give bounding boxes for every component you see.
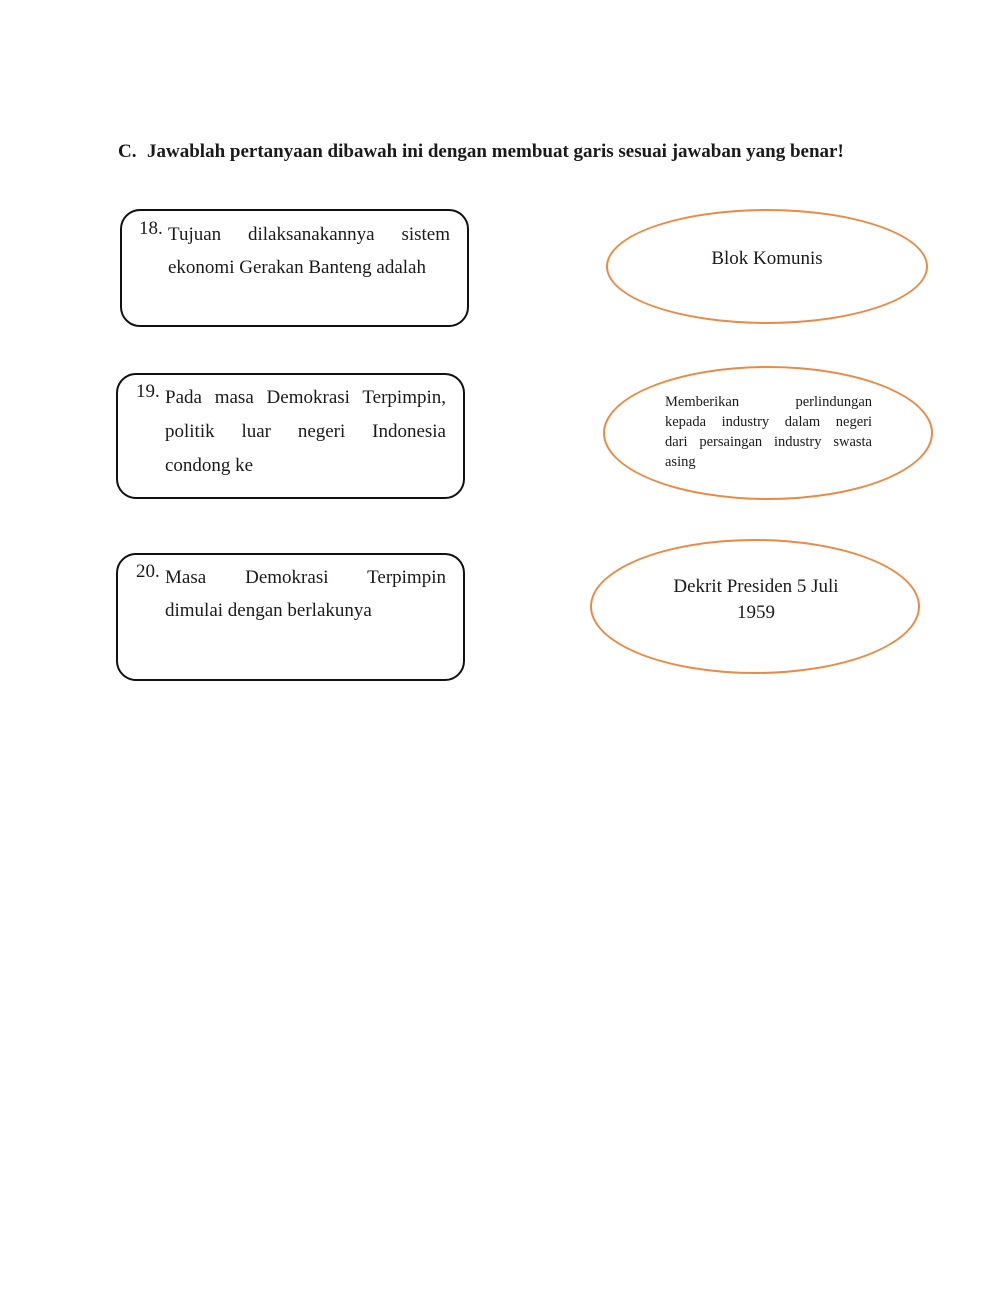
question-19 — [136, 381, 446, 483]
answer-line: Blok Komunis — [711, 248, 823, 269]
question-line: ekonomi Gerakan Banteng adalah — [168, 257, 426, 278]
answer-line: Dekrit Presiden 5 Juli — [673, 576, 839, 597]
question-line: condong ke — [165, 455, 254, 476]
answer-line: asing — [665, 454, 696, 470]
question-line: Masa Demokrasi Terpimpin — [165, 567, 446, 588]
answer-line: kepada industry dalam negeri — [665, 414, 872, 430]
question-number: 20. — [136, 561, 160, 582]
answer-line: Memberikan perlindungan — [665, 394, 872, 410]
answer-line: dari persaingan industry swasta — [665, 434, 872, 450]
instruction-text: Jawablah pertanyaan dibawah ini dengan membuat garis sesuai jawaban yang benar! — [147, 141, 844, 162]
answer-line: 1959 — [737, 602, 775, 623]
question-line: politik luar negeri Indonesia — [165, 421, 446, 442]
question-line: Tujuan dilaksanakannya sistem — [168, 224, 450, 245]
section-letter: C. — [118, 141, 137, 162]
answer-text — [640, 246, 894, 272]
answer-text — [665, 392, 872, 472]
question-number: 19. — [136, 381, 160, 402]
question-20 — [136, 561, 446, 627]
question-line: dimulai dengan berlakunya — [165, 600, 372, 621]
instruction-heading — [118, 141, 918, 163]
question-line: Pada masa Demokrasi Terpimpin, — [165, 387, 446, 408]
question-number: 18. — [139, 218, 163, 239]
question-18 — [139, 218, 450, 284]
answer-text — [630, 574, 882, 626]
